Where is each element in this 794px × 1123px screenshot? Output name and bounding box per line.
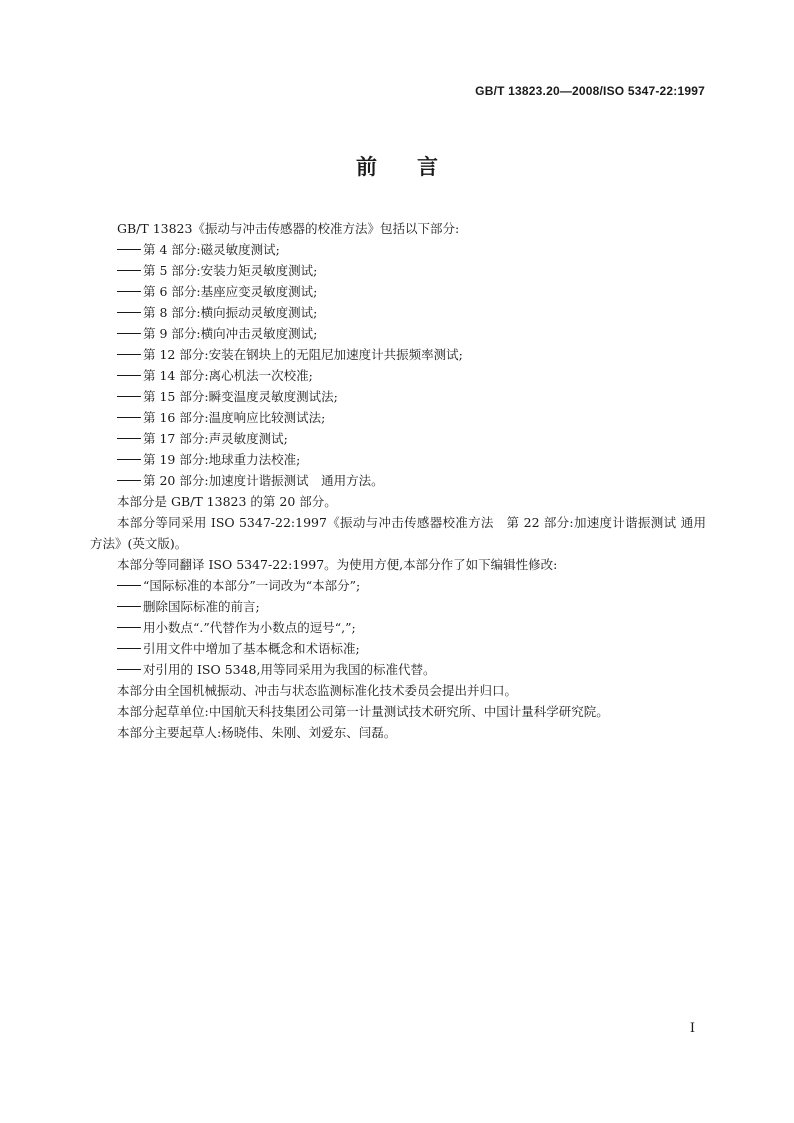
list-item-edit bbox=[90, 596, 706, 617]
dash-marker bbox=[117, 585, 141, 587]
dash-marker bbox=[117, 312, 141, 314]
dash-marker bbox=[117, 459, 141, 461]
list-item-part bbox=[90, 386, 706, 407]
list-item-part bbox=[90, 323, 706, 344]
list-item-part bbox=[90, 281, 706, 302]
dash-marker bbox=[117, 417, 141, 419]
list-item-edit bbox=[90, 575, 706, 596]
adoption-paragraph: 本部分等同采用 ISO 5347-22:1997《振动与冲击传感器校准方法 第 22 部分:加速度计谐振测试 通用方法》(英文版)。 bbox=[90, 515, 706, 551]
dash-marker bbox=[117, 396, 141, 398]
list-item-edit bbox=[90, 638, 706, 659]
list-item-text: 第 4 部分:磁灵敏度测试; bbox=[143, 242, 280, 257]
list-item-edit bbox=[90, 617, 706, 638]
list-item-part bbox=[90, 407, 706, 428]
list-item-part bbox=[90, 470, 706, 491]
list-item-text: 第 19 部分:地球重力法校准; bbox=[143, 452, 301, 467]
this-part-paragraph: 本部分是 GB/T 13823 的第 20 部分。 bbox=[117, 494, 337, 509]
drafters-paragraph: 本部分主要起草人:杨晓伟、朱刚、刘爱东、闫磊。 bbox=[117, 725, 397, 740]
standard-code-header: GB/T 13823.20—2008/ISO 5347-22:1997 bbox=[475, 84, 705, 98]
list-item-part bbox=[90, 302, 706, 323]
list-item-edit bbox=[90, 659, 706, 680]
list-item-part bbox=[90, 344, 706, 365]
list-item-text: 第 5 部分:安装力矩灵敏度测试; bbox=[143, 263, 318, 278]
list-item-text: 删除国际标准的前言; bbox=[143, 599, 260, 614]
page-number: I bbox=[689, 1021, 695, 1036]
list-item-part bbox=[90, 449, 706, 470]
document-body bbox=[90, 218, 706, 743]
dash-marker bbox=[117, 249, 141, 251]
dash-marker bbox=[117, 627, 141, 629]
list-item-text: 对引用的 ISO 5348,用等同采用为我国的标准代替。 bbox=[143, 662, 436, 677]
dash-marker bbox=[117, 333, 141, 335]
list-item-text: 用小数点“.”代替作为小数点的逗号“,”; bbox=[143, 620, 356, 635]
list-item-text: “国际标准的本部分”一词改为“本部分”; bbox=[143, 578, 361, 593]
list-item-text: 第 20 部分:加速度计谐振测试 通用方法。 bbox=[143, 473, 384, 488]
list-item-part bbox=[90, 428, 706, 449]
list-item-part bbox=[90, 260, 706, 281]
list-item-text: 引用文件中增加了基本概念和术语标准; bbox=[143, 641, 360, 656]
list-item-text: 第 14 部分:离心机法一次校准; bbox=[143, 368, 313, 383]
dash-marker bbox=[117, 291, 141, 293]
drafting-units-paragraph: 本部分起草单位:中国航天科技集团公司第一计量测试技术研究所、中国计量科学研究院。 bbox=[117, 704, 609, 719]
dash-marker bbox=[117, 438, 141, 440]
list-item-part bbox=[90, 239, 706, 260]
translation-paragraph: 本部分等同翻译 ISO 5347-22:1997。为使用方便,本部分作了如下编辑性修改: bbox=[117, 557, 558, 572]
list-item-text: 第 9 部分:横向冲击灵敏度测试; bbox=[143, 326, 318, 341]
dash-marker bbox=[117, 606, 141, 608]
list-item-text: 第 8 部分:横向振动灵敏度测试; bbox=[143, 305, 318, 320]
dash-marker bbox=[117, 648, 141, 650]
list-item-text: 第 12 部分:安装在钢块上的无阻尼加速度计共振频率测试; bbox=[143, 347, 463, 362]
dash-marker bbox=[117, 669, 141, 671]
list-item-text: 第 15 部分:瞬变温度灵敏度测试法; bbox=[143, 389, 338, 404]
page-title: 前言 bbox=[356, 155, 478, 179]
dash-marker bbox=[117, 270, 141, 272]
dash-marker bbox=[117, 480, 141, 482]
list-item-text: 第 16 部分:温度响应比较测试法; bbox=[143, 410, 326, 425]
list-item-part bbox=[90, 365, 706, 386]
list-item-text: 第 6 部分:基座应变灵敏度测试; bbox=[143, 284, 318, 299]
dash-marker bbox=[117, 354, 141, 356]
list-item-text: 第 17 部分:声灵敏度测试; bbox=[143, 431, 288, 446]
intro-paragraph: GB/T 13823《振动与冲击传感器的校准方法》包括以下部分: bbox=[117, 221, 460, 236]
dash-marker bbox=[117, 375, 141, 377]
proposed-by-paragraph: 本部分由全国机械振动、冲击与状态监测标准化技术委员会提出并归口。 bbox=[117, 683, 518, 698]
